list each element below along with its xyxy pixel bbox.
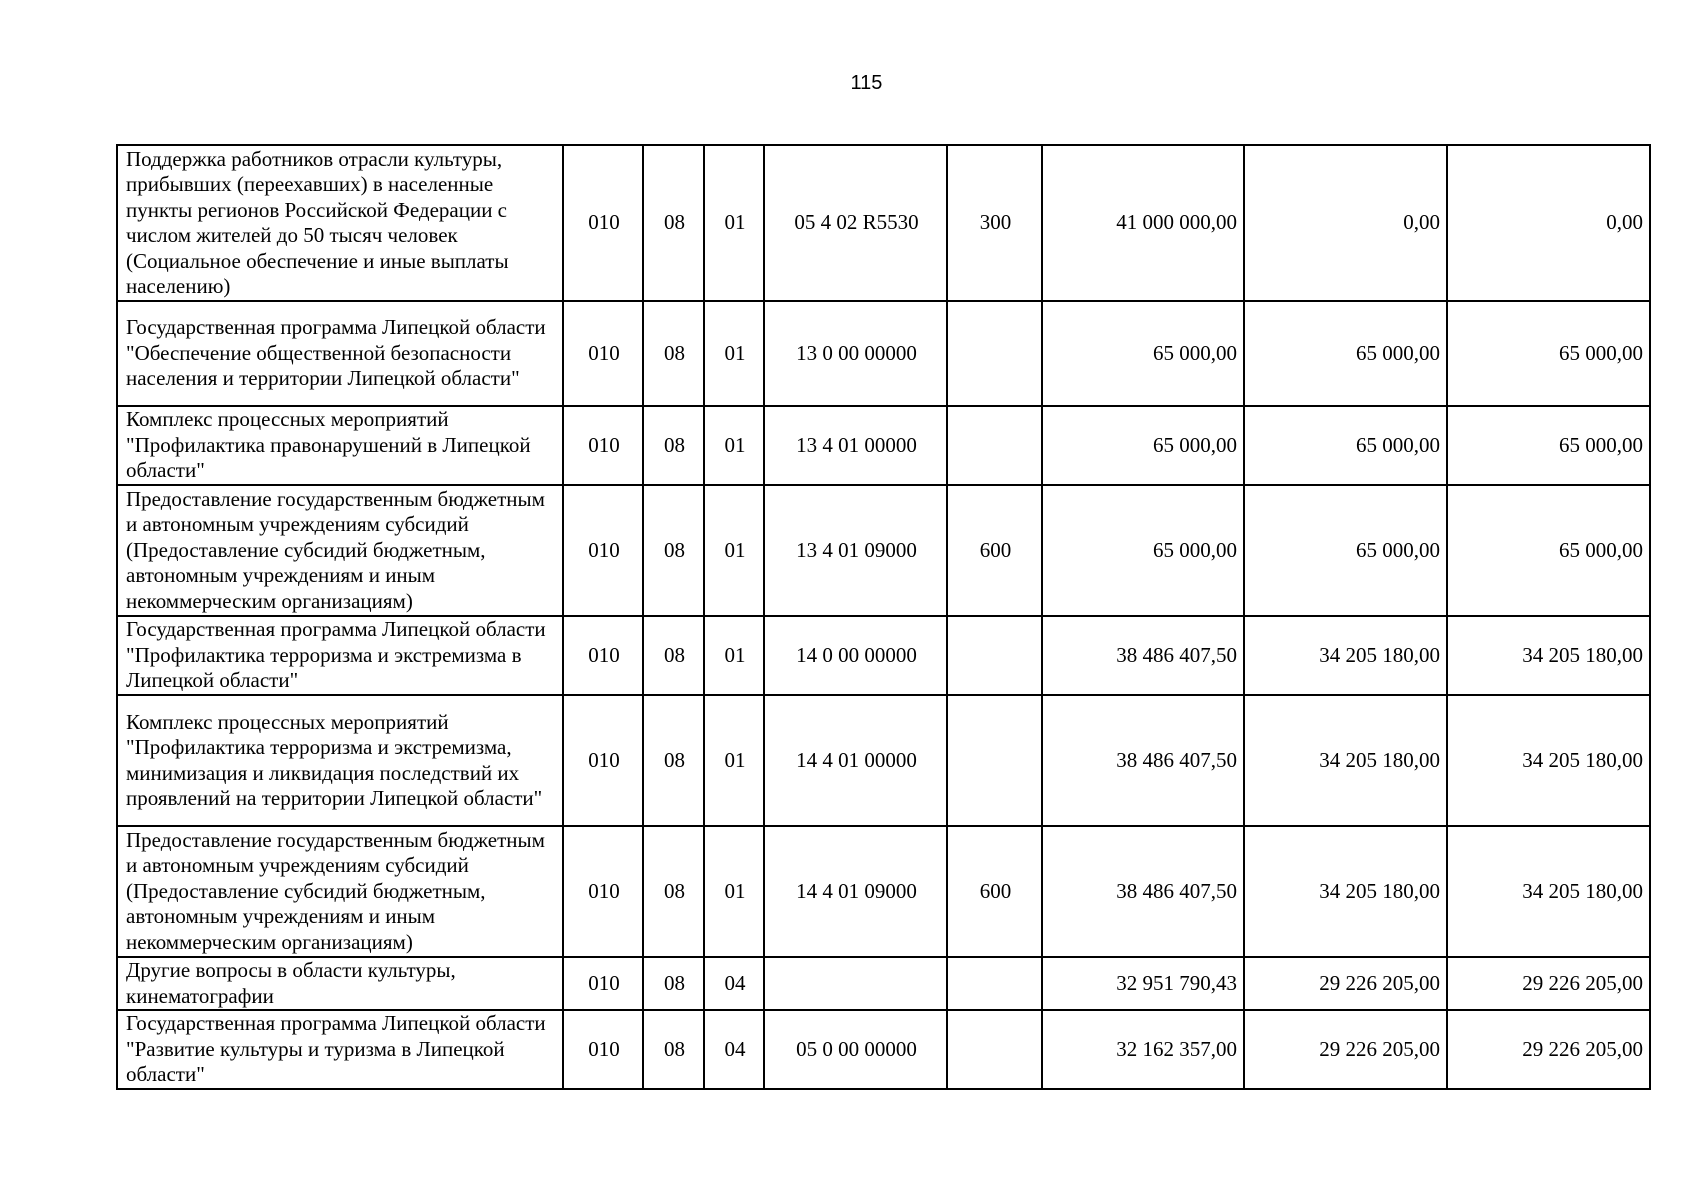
item-name: Другие вопросы в области культуры, кинематографии xyxy=(117,957,563,1010)
item-name: Государственная программа Липецкой области "Профилактика терроризма и экстремизма в Липецкой области" xyxy=(117,616,563,695)
sum-3: 29 226 205,00 xyxy=(1447,957,1650,1010)
pr-code: 01 xyxy=(704,826,764,957)
sum-1: 38 486 407,50 xyxy=(1042,616,1244,695)
sum-2: 29 226 205,00 xyxy=(1244,957,1447,1010)
sum-1: 32 951 790,43 xyxy=(1042,957,1244,1010)
gr-code: 010 xyxy=(563,485,643,616)
rz-code: 08 xyxy=(643,406,704,485)
table-row xyxy=(117,695,1650,826)
item-name: Предоставление государственным бюджетным и автономным учреждениям субсидий (Предоставление субсидий бюджетным, автономным учреждениям и иным некоммерческим организациям) xyxy=(117,485,563,616)
sum-2: 29 226 205,00 xyxy=(1244,1010,1447,1089)
sum-3: 65 000,00 xyxy=(1447,406,1650,485)
sum-2: 0,00 xyxy=(1244,145,1447,301)
vr-code xyxy=(947,695,1042,826)
rz-code: 08 xyxy=(643,485,704,616)
table-row xyxy=(117,826,1650,957)
gr-code: 010 xyxy=(563,695,643,826)
pr-code: 01 xyxy=(704,301,764,406)
gr-code: 010 xyxy=(563,957,643,1010)
vr-code: 600 xyxy=(947,826,1042,957)
gr-code: 010 xyxy=(563,145,643,301)
sum-1: 32 162 357,00 xyxy=(1042,1010,1244,1089)
vr-code xyxy=(947,1010,1042,1089)
vr-code xyxy=(947,957,1042,1010)
item-name: Комплекс процессных мероприятий "Профилактика правонарушений в Липецкой области" xyxy=(117,406,563,485)
sum-2: 65 000,00 xyxy=(1244,485,1447,616)
table-row xyxy=(117,485,1650,616)
rz-code: 08 xyxy=(643,1010,704,1089)
gr-code: 010 xyxy=(563,616,643,695)
sum-1: 41 000 000,00 xyxy=(1042,145,1244,301)
pr-code: 01 xyxy=(704,485,764,616)
item-name: Государственная программа Липецкой области "Развитие культуры и туризма в Липецкой области" xyxy=(117,1010,563,1089)
rz-code: 08 xyxy=(643,145,704,301)
csr-code: 14 4 01 09000 xyxy=(764,826,947,957)
table-row xyxy=(117,301,1650,406)
pr-code: 04 xyxy=(704,957,764,1010)
sum-3: 0,00 xyxy=(1447,145,1650,301)
vr-code: 600 xyxy=(947,485,1042,616)
sum-3: 65 000,00 xyxy=(1447,485,1650,616)
sum-3: 29 226 205,00 xyxy=(1447,1010,1650,1089)
pr-code: 01 xyxy=(704,145,764,301)
csr-code: 13 4 01 00000 xyxy=(764,406,947,485)
item-name: Комплекс процессных мероприятий "Профилактика терроризма и экстремизма, минимизация и ликвидация последствий их проявлений на территории Липецкой области" xyxy=(117,695,563,826)
rz-code: 08 xyxy=(643,616,704,695)
pr-code: 04 xyxy=(704,1010,764,1089)
sum-2: 34 205 180,00 xyxy=(1244,826,1447,957)
pr-code: 01 xyxy=(704,616,764,695)
budget-table xyxy=(116,144,1651,1090)
sum-1: 38 486 407,50 xyxy=(1042,826,1244,957)
gr-code: 010 xyxy=(563,406,643,485)
vr-code xyxy=(947,616,1042,695)
vr-code: 300 xyxy=(947,145,1042,301)
rz-code: 08 xyxy=(643,301,704,406)
table-row xyxy=(117,957,1650,1010)
page-number: 115 xyxy=(850,72,883,94)
sum-2: 65 000,00 xyxy=(1244,406,1447,485)
pr-code: 01 xyxy=(704,695,764,826)
sum-3: 34 205 180,00 xyxy=(1447,616,1650,695)
csr-code: 14 0 00 00000 xyxy=(764,616,947,695)
sum-3: 65 000,00 xyxy=(1447,301,1650,406)
csr-code: 14 4 01 00000 xyxy=(764,695,947,826)
table-row xyxy=(117,406,1650,485)
sum-1: 65 000,00 xyxy=(1042,485,1244,616)
sum-1: 65 000,00 xyxy=(1042,406,1244,485)
vr-code xyxy=(947,301,1042,406)
csr-code: 13 4 01 09000 xyxy=(764,485,947,616)
rz-code: 08 xyxy=(643,957,704,1010)
sum-2: 65 000,00 xyxy=(1244,301,1447,406)
sum-3: 34 205 180,00 xyxy=(1447,695,1650,826)
table-row xyxy=(117,1010,1650,1089)
vr-code xyxy=(947,406,1042,485)
gr-code: 010 xyxy=(563,301,643,406)
table-row xyxy=(117,145,1650,301)
rz-code: 08 xyxy=(643,695,704,826)
csr-code xyxy=(764,957,947,1010)
csr-code: 13 0 00 00000 xyxy=(764,301,947,406)
sum-1: 38 486 407,50 xyxy=(1042,695,1244,826)
sum-2: 34 205 180,00 xyxy=(1244,695,1447,826)
sum-3: 34 205 180,00 xyxy=(1447,826,1650,957)
sum-2: 34 205 180,00 xyxy=(1244,616,1447,695)
gr-code: 010 xyxy=(563,826,643,957)
pr-code: 01 xyxy=(704,406,764,485)
rz-code: 08 xyxy=(643,826,704,957)
table-row xyxy=(117,616,1650,695)
item-name: Государственная программа Липецкой области "Обеспечение общественной безопасности населения и территории Липецкой области" xyxy=(117,301,563,406)
item-name: Поддержка работников отрасли культуры, прибывших (переехавших) в населенные пункты регионов Российской Федерации с числом жителей до 50 тысяч человек (Социальное обеспечение и иные выплаты населению) xyxy=(117,145,563,301)
csr-code: 05 4 02 R5530 xyxy=(764,145,947,301)
csr-code: 05 0 00 00000 xyxy=(764,1010,947,1089)
sum-1: 65 000,00 xyxy=(1042,301,1244,406)
gr-code: 010 xyxy=(563,1010,643,1089)
item-name: Предоставление государственным бюджетным и автономным учреждениям субсидий (Предоставление субсидий бюджетным, автономным учреждениям и иным некоммерческим организациям) xyxy=(117,826,563,957)
